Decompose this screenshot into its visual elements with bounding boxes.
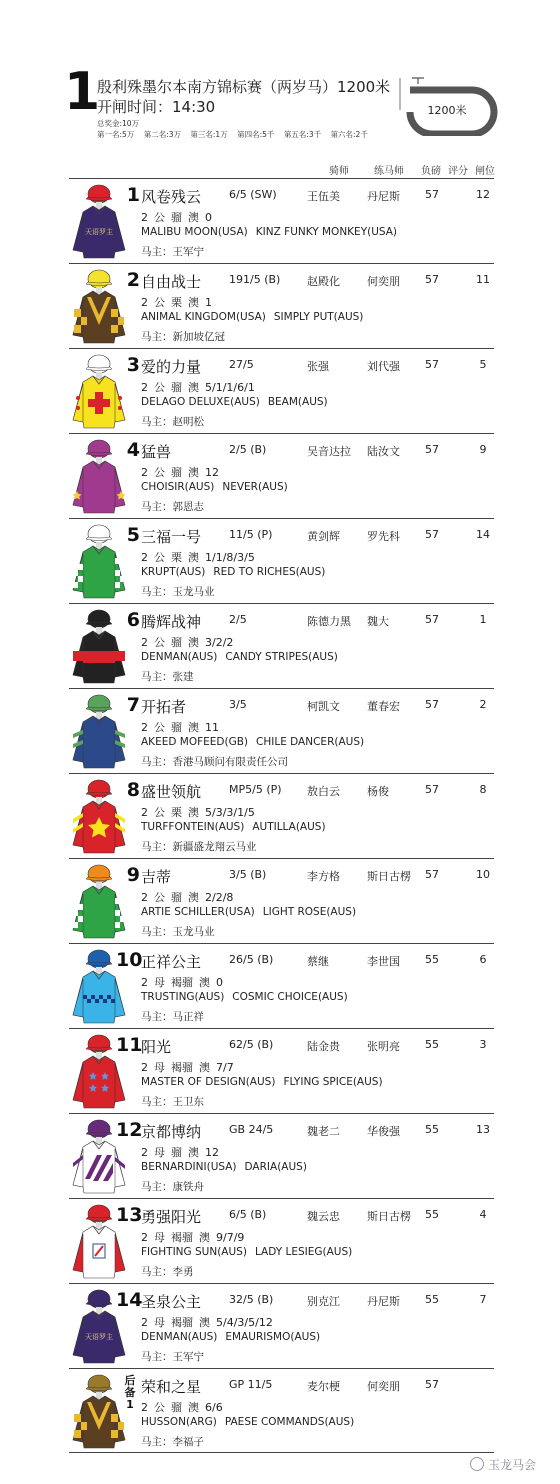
recent-form: 11 (205, 721, 219, 734)
entry-row (69, 348, 494, 433)
horse-meta (141, 294, 218, 310)
gate: 9 (479, 443, 487, 456)
weight: 55 (425, 1038, 439, 1051)
pedigree (141, 226, 405, 238)
recent-form: 0 (205, 211, 212, 224)
trainer-name: 罗先科 (367, 530, 400, 543)
horse-age: 2 (141, 381, 148, 394)
gate: 13 (476, 1123, 490, 1136)
race-header (0, 0, 560, 180)
prize-item: 第四名:5千 (237, 130, 275, 139)
trainer-name: 刘代强 (367, 360, 400, 373)
jockey-name: 蔡继 (307, 955, 329, 968)
sire: KRUPT(AUS) (141, 566, 206, 578)
jockey-name: 赵殿化 (307, 275, 340, 288)
horse-color: 栗 (171, 296, 182, 309)
horse-age: 2 (141, 721, 148, 734)
horse-origin: 澳 (188, 636, 199, 649)
weight: 57 (425, 613, 439, 626)
recent-form: 5/4/3/5/12 (216, 1316, 273, 1329)
horse-sex: 公 (154, 806, 165, 819)
recent-form: 12 (205, 466, 219, 479)
column-headers (0, 162, 560, 176)
horse-color: 褐骝 (171, 1231, 193, 1244)
horse-color: 骝 (171, 891, 182, 904)
trainer-name: 斯日古楞 (367, 1210, 411, 1223)
pedigree (141, 1416, 362, 1428)
trainer-name: 魏大 (367, 615, 389, 628)
horse-name: 自由战士 (141, 273, 202, 291)
horse-meta (141, 1229, 250, 1245)
sire: MASTER OF DESIGN(AUS) (141, 1076, 276, 1088)
dam: COSMIC CHOICE(AUS) (232, 991, 348, 1003)
horse-number: 11 (116, 1034, 143, 1056)
dam: NEVER(AUS) (222, 481, 288, 493)
recent-form: 0 (216, 976, 223, 989)
weight: 55 (425, 1208, 439, 1221)
pedigree (141, 1076, 391, 1088)
recent-form: 6/6 (205, 1401, 223, 1414)
pedigree (141, 311, 371, 323)
col-gate: 闸位 (475, 166, 495, 177)
horse-origin: 澳 (188, 211, 199, 224)
dam: SIMPLY PUT(AUS) (273, 311, 364, 323)
prize-item: 第二名:3万 (143, 130, 182, 139)
jockey-name: 陈德力黑 (307, 615, 351, 628)
weight: 57 (425, 443, 439, 456)
gate: 11 (476, 273, 490, 286)
entry-row (69, 263, 494, 348)
horse-sex: 公 (154, 721, 165, 734)
horse-color: 骝 (171, 636, 182, 649)
wechat-icon (470, 1457, 484, 1471)
owner: 马主：郭恩志 (141, 501, 204, 513)
horse-odds: 3/5 (B) (229, 868, 267, 881)
recent-form: 5/3/3/1/5 (205, 806, 255, 819)
watermark (470, 1456, 536, 1473)
horse-origin: 澳 (188, 721, 199, 734)
horse-odds: 62/5 (B) (229, 1038, 274, 1051)
horse-odds: 26/5 (B) (229, 953, 274, 966)
horse-odds: 6/5 (SW) (229, 188, 277, 201)
recent-form: 2/2/8 (205, 891, 234, 904)
pedigree (141, 991, 356, 1003)
sire: DENMAN(AUS) (141, 1331, 218, 1343)
recent-form: 9/7/9 (216, 1231, 245, 1244)
dam: PAESE COMMANDS(AUS) (224, 1416, 355, 1428)
entry-row (69, 178, 494, 263)
recent-form: 3/2/2 (205, 636, 234, 649)
horse-origin: 澳 (199, 1316, 210, 1329)
horse-number: 3 (126, 354, 140, 376)
horse-origin: 澳 (188, 381, 199, 394)
horse-odds: 3/5 (229, 698, 247, 711)
horse-origin: 澳 (199, 1061, 210, 1074)
svg-text:天语罗主: 天语罗主 (85, 1333, 113, 1341)
owner: 马主：康铁舟 (141, 1181, 204, 1193)
weight: 55 (425, 953, 439, 966)
pedigree (141, 1331, 328, 1343)
prize-item: 第六名:2千 (330, 130, 368, 139)
entry-row (69, 1113, 494, 1198)
gate: 2 (479, 698, 487, 711)
horse-origin: 澳 (188, 891, 199, 904)
sire: BERNARDINI(USA) (141, 1161, 237, 1173)
horse-meta (141, 379, 261, 395)
owner: 马主：玉龙马业 (141, 586, 215, 598)
prize-list (97, 129, 375, 140)
jockey-name: 别克江 (307, 1295, 340, 1308)
horse-number: 1 (126, 184, 140, 206)
horse-name: 开拓者 (141, 698, 187, 716)
horse-meta (141, 1399, 229, 1415)
recent-form: 5/1/1/6/1 (205, 381, 255, 394)
horse-color: 骝 (171, 1146, 182, 1159)
horse-name: 圣泉公主 (141, 1293, 202, 1311)
horse-sex: 母 (154, 976, 165, 989)
entry-row (69, 603, 494, 688)
horse-number: 2 (126, 269, 140, 291)
horse-origin: 澳 (199, 976, 210, 989)
jockey-name: 李方格 (307, 870, 340, 883)
jockey-name: 魏老二 (307, 1125, 340, 1138)
jockey-name: 王伍美 (307, 190, 340, 203)
dam: LIGHT ROSE(AUS) (262, 906, 357, 918)
horse-meta (141, 549, 261, 565)
weight: 55 (425, 1293, 439, 1306)
horse-sex: 公 (154, 466, 165, 479)
horse-number: 12 (116, 1119, 143, 1141)
owner: 马主：王军宁 (141, 1351, 204, 1363)
recent-form: 7/7 (216, 1061, 234, 1074)
col-weight: 负磅 (421, 166, 441, 177)
trainer-name: 何奕朋 (367, 1380, 400, 1393)
horse-origin: 澳 (188, 1401, 199, 1414)
horse-color: 褐骝 (171, 976, 193, 989)
jockey-name: 张强 (307, 360, 329, 373)
horse-color: 骝 (171, 381, 182, 394)
horse-meta (141, 1314, 279, 1330)
horse-sex: 公 (154, 381, 165, 394)
horse-name: 猛兽 (141, 443, 172, 461)
track-distance-label: 1200米 (427, 104, 467, 117)
entry-row (69, 433, 494, 518)
horse-origin: 澳 (188, 466, 199, 479)
horse-odds: 2/5 (229, 613, 247, 626)
horse-age: 2 (141, 806, 148, 819)
horse-age: 2 (141, 1146, 148, 1159)
horse-age: 2 (141, 1231, 148, 1244)
trainer-name: 陆汝文 (367, 445, 400, 458)
pedigree (141, 906, 364, 918)
owner: 马主：香港马顾问有限责任公司 (141, 756, 288, 768)
dam: RED TO RICHES(AUS) (213, 566, 326, 578)
horse-number: 后备1 (124, 1374, 136, 1411)
horse-age: 2 (141, 891, 148, 904)
pedigree (141, 736, 372, 748)
horse-meta (141, 209, 218, 225)
horse-meta (141, 974, 229, 990)
horse-number: 5 (126, 524, 140, 546)
horse-age: 2 (141, 1401, 148, 1414)
horse-odds: GP 11/5 (229, 1378, 273, 1391)
weight: 57 (425, 273, 439, 286)
horse-sex: 公 (154, 1401, 165, 1414)
entry-row (69, 1368, 494, 1453)
gate: 14 (476, 528, 490, 541)
sire: HUSSON(ARG) (141, 1416, 217, 1428)
horse-odds: 27/5 (229, 358, 254, 371)
jockey-name: 柯凯文 (307, 700, 340, 713)
horse-origin: 澳 (188, 551, 199, 564)
horse-color: 骝 (171, 721, 182, 734)
horse-name: 阳光 (141, 1038, 172, 1056)
pedigree (141, 396, 336, 408)
horse-number: 8 (126, 779, 140, 801)
horse-name: 吉蒂 (141, 868, 172, 886)
pedigree (141, 481, 296, 493)
horse-number: 10 (116, 949, 143, 971)
horse-age: 2 (141, 296, 148, 309)
horse-name: 风卷残云 (141, 188, 202, 206)
col-trainer: 练马师 (374, 166, 404, 177)
prize-item: 第一名:5万 (97, 130, 135, 139)
horse-number: 9 (126, 864, 140, 886)
horse-odds: GB 24/5 (229, 1123, 274, 1136)
sire: TRUSTING(AUS) (141, 991, 225, 1003)
owner: 马主：张建 (141, 671, 194, 683)
owner: 马主：王卫东 (141, 1096, 204, 1108)
prize-item: 第五名:3千 (283, 130, 322, 139)
owner: 马主：李福子 (141, 1436, 204, 1448)
gate: 10 (476, 868, 490, 881)
pedigree (141, 1246, 360, 1258)
horse-odds: MP5/5 (P) (229, 783, 282, 796)
horse-color: 栗 (171, 551, 182, 564)
horse-number: 4 (126, 439, 140, 461)
horse-meta (141, 464, 225, 480)
jockey-name: 魏云忠 (307, 1210, 340, 1223)
horse-name: 京都博纳 (141, 1123, 202, 1141)
horse-sex: 公 (154, 636, 165, 649)
horse-name: 正祥公主 (141, 953, 202, 971)
owner: 马主：新疆盛龙翔云马业 (141, 841, 257, 853)
trainer-name: 丹尼斯 (367, 1295, 400, 1308)
horse-meta (141, 719, 225, 735)
horse-age: 2 (141, 551, 148, 564)
jockey-name: 吴音达拉 (307, 445, 351, 458)
horse-age: 2 (141, 1061, 148, 1074)
pedigree (141, 821, 334, 833)
svg-text:天语罗主: 天语罗主 (85, 228, 113, 236)
horse-color: 骝 (171, 466, 182, 479)
horse-age: 2 (141, 976, 148, 989)
horse-meta (141, 804, 261, 820)
entry-row (69, 1283, 494, 1368)
gate: 12 (476, 188, 490, 201)
horse-odds: 191/5 (B) (229, 273, 281, 286)
horse-name: 荣和之星 (141, 1378, 202, 1396)
entry-row (69, 1028, 494, 1113)
owner: 马主：新加坡亿冠 (141, 331, 225, 343)
weight: 57 (425, 783, 439, 796)
trainer-name: 丹尼斯 (367, 190, 400, 203)
horse-sex: 公 (154, 551, 165, 564)
sire: ANIMAL KINGDOM(USA) (141, 311, 266, 323)
gate: 8 (479, 783, 487, 796)
horse-odds: 32/5 (B) (229, 1293, 274, 1306)
weight: 57 (425, 698, 439, 711)
entry-list (69, 178, 494, 1453)
entry-row (69, 858, 494, 943)
race-number: 1 (64, 62, 101, 122)
dam: CANDY STRIPES(AUS) (225, 651, 338, 663)
trainer-name: 张明亮 (367, 1040, 400, 1053)
horse-origin: 澳 (188, 806, 199, 819)
sire: MALIBU MOON(USA) (141, 226, 248, 238)
owner: 马主：玉龙马业 (141, 926, 215, 938)
owner: 马主：李勇 (141, 1266, 194, 1278)
weight: 57 (425, 358, 439, 371)
horse-number: 13 (116, 1204, 143, 1226)
owner: 马主：王军宁 (141, 246, 204, 258)
pedigree (141, 651, 346, 663)
sire: DELAGO DELUXE(AUS) (141, 396, 260, 408)
gate: 7 (479, 1293, 487, 1306)
trainer-name: 杨俊 (367, 785, 389, 798)
sire: FIGHTING SUN(AUS) (141, 1246, 247, 1258)
horse-color: 骝 (171, 211, 182, 224)
trainer-name: 李世国 (367, 955, 400, 968)
horse-odds: 11/5 (P) (229, 528, 273, 541)
prize-item: 第三名:1万 (190, 130, 228, 139)
recent-form: 1 (205, 296, 212, 309)
horse-sex: 公 (154, 211, 165, 224)
gate: 5 (479, 358, 487, 371)
horse-sex: 公 (154, 296, 165, 309)
dam: BEAM(AUS) (267, 396, 328, 408)
horse-meta (141, 889, 239, 905)
horse-color: 骝 (171, 1401, 182, 1414)
weight: 57 (425, 188, 439, 201)
dam: EMAURISMO(AUS) (225, 1331, 321, 1343)
gate: 4 (479, 1208, 487, 1221)
jockey-name: 陆金贵 (307, 1040, 340, 1053)
horse-meta (141, 1144, 225, 1160)
horse-age: 2 (141, 1316, 148, 1329)
owner: 马主：赵明松 (141, 416, 204, 428)
gate: 6 (479, 953, 487, 966)
sire: AKEED MOFEED(GB) (141, 736, 249, 748)
silks-icon (69, 1374, 129, 1450)
recent-form: 12 (205, 1146, 219, 1159)
horse-meta (141, 1059, 240, 1075)
weight: 57 (425, 1378, 439, 1391)
horse-sex: 母 (154, 1061, 165, 1074)
horse-number: 7 (126, 694, 140, 716)
pedigree (141, 1161, 315, 1173)
trainer-name: 华俊强 (367, 1125, 400, 1138)
dam: DARIA(AUS) (244, 1161, 307, 1173)
horse-name: 爱的力量 (141, 358, 202, 376)
horse-meta (141, 634, 239, 650)
dam: LADY LESIEG(AUS) (254, 1246, 353, 1258)
entry-row (69, 943, 494, 1028)
sire: CHOISIR(AUS) (141, 481, 215, 493)
horse-name: 三福一号 (141, 528, 202, 546)
pedigree (141, 566, 333, 578)
col-jockey: 骑师 (329, 166, 349, 177)
weight: 55 (425, 1123, 439, 1136)
entry-row (69, 773, 494, 858)
horse-number: 14 (116, 1289, 143, 1311)
watermark-text: 玉龙马会 (488, 1458, 537, 1472)
horse-origin: 澳 (199, 1231, 210, 1244)
horse-color: 褐骝 (171, 1061, 193, 1074)
gate: 1 (479, 613, 487, 626)
horse-number: 6 (126, 609, 140, 631)
dam: AUTILLA(AUS) (252, 821, 326, 833)
dam: CHILE DANCER(AUS) (256, 736, 365, 748)
jockey-name: 黄剑辉 (307, 530, 340, 543)
weight: 57 (425, 528, 439, 541)
trainer-name: 何奕朋 (367, 275, 400, 288)
horse-odds: 6/5 (B) (229, 1208, 267, 1221)
horse-age: 2 (141, 211, 148, 224)
horse-name: 盛世领航 (141, 783, 202, 801)
race-start-time: 开闸时间：14:30 (97, 98, 216, 116)
col-rating: 评分 (448, 166, 468, 177)
trainer-name: 斯日古楞 (367, 870, 411, 883)
horse-name: 腾辉战神 (141, 613, 202, 631)
sire: TURFFONTEIN(AUS) (141, 821, 245, 833)
weight: 57 (425, 868, 439, 881)
gate: 3 (479, 1038, 487, 1051)
prize-total: 总奖金:10万 (97, 119, 140, 128)
horse-origin: 澳 (188, 296, 199, 309)
dam: FLYING SPICE(AUS) (283, 1076, 383, 1088)
horse-odds: 2/5 (B) (229, 443, 267, 456)
jockey-name: 麦尔梗 (307, 1380, 340, 1393)
race-title: 殷利殊墨尔本南方锦标赛（两岁马）1200米 (97, 78, 391, 96)
dam: KINZ FUNKY MONKEY(USA) (255, 226, 398, 238)
recent-form: 1/1/8/3/5 (205, 551, 255, 564)
entry-row (69, 688, 494, 773)
entry-row (69, 518, 494, 603)
sire: DENMAN(AUS) (141, 651, 218, 663)
horse-origin: 澳 (188, 1146, 199, 1159)
horse-color: 褐骝 (171, 1316, 193, 1329)
owner: 马主：马正祥 (141, 1011, 204, 1023)
horse-sex: 公 (154, 891, 165, 904)
trainer-name: 董春宏 (367, 700, 400, 713)
horse-age: 2 (141, 636, 148, 649)
horse-color: 栗 (171, 806, 182, 819)
horse-sex: 母 (154, 1231, 165, 1244)
horse-sex: 母 (154, 1146, 165, 1159)
horse-sex: 母 (154, 1316, 165, 1329)
sire: ARTIE SCHILLER(USA) (141, 906, 255, 918)
horse-age: 2 (141, 466, 148, 479)
horse-name: 勇强阳光 (141, 1208, 202, 1226)
jockey-name: 敖白云 (307, 785, 340, 798)
entry-row (69, 1198, 494, 1283)
